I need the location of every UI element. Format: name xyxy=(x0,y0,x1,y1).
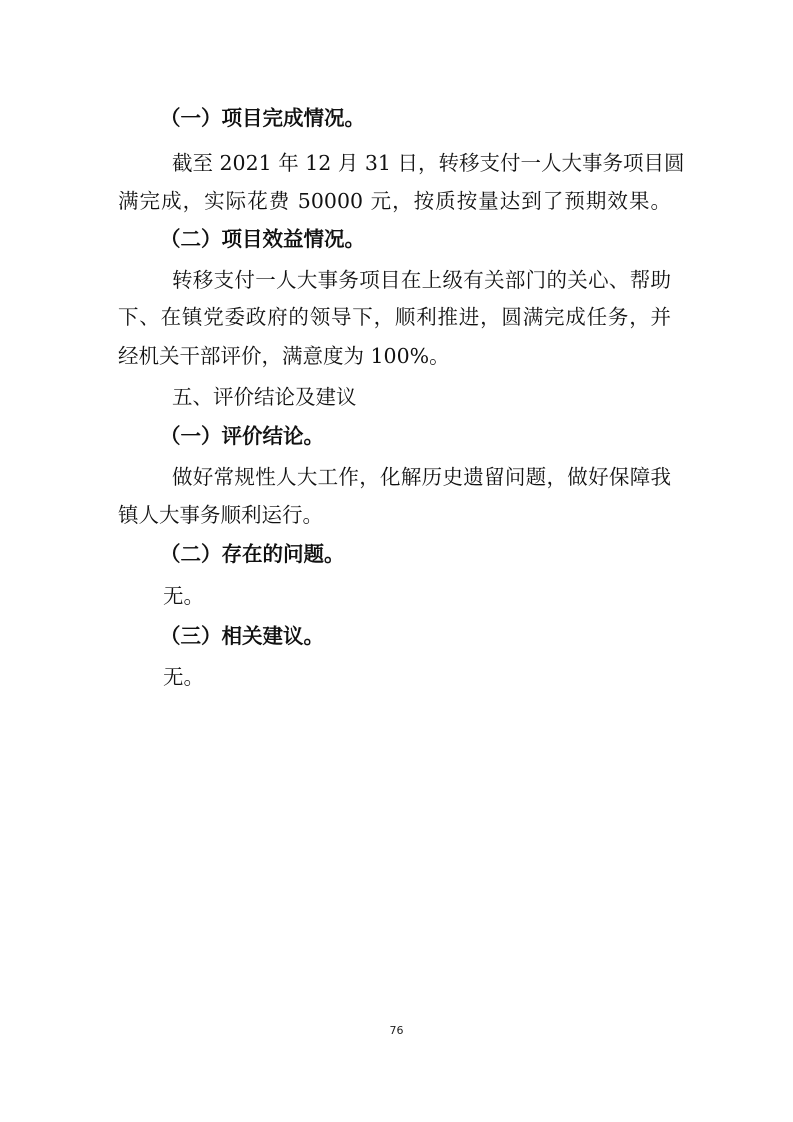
section-heading-evaluation-conclusion: （一）评价结论。 xyxy=(160,424,324,448)
section-heading-related-suggestions: （三）相关建议。 xyxy=(160,624,324,648)
section-heading-project-completion: （一）项目完成情况。 xyxy=(160,106,365,130)
section-heading-evaluation-conclusion-and-suggestions: 五、评价结论及建议 xyxy=(172,385,357,409)
paragraph-line: 满完成，实际花费 50000 元，按质按量达到了预期效果。 xyxy=(118,189,671,213)
paragraph-line: 镇人大事务顺利运行。 xyxy=(118,503,323,527)
paragraph-line: 截至 2021 年 12 月 31 日，转移支付一人大事务项目圆 xyxy=(172,151,685,175)
paragraph-line: 转移支付一人大事务项目在上级有关部门的关心、帮助 xyxy=(172,268,671,292)
page-number: 76 xyxy=(389,1024,404,1037)
section-heading-existing-problems: （二）存在的问题。 xyxy=(160,542,345,566)
paragraph-line: 无。 xyxy=(163,665,204,689)
paragraph-line: 下、在镇党委政府的领导下，顺利推进，圆满完成任务，并 xyxy=(118,305,671,329)
paragraph-line: 做好常规性人大工作，化解历史遗留问题，做好保障我 xyxy=(172,465,671,489)
paragraph-line: 无。 xyxy=(163,584,204,608)
section-heading-project-benefit: （二）项目效益情况。 xyxy=(160,227,365,251)
paragraph-line: 经机关干部评价，满意度为 100%。 xyxy=(118,344,450,368)
